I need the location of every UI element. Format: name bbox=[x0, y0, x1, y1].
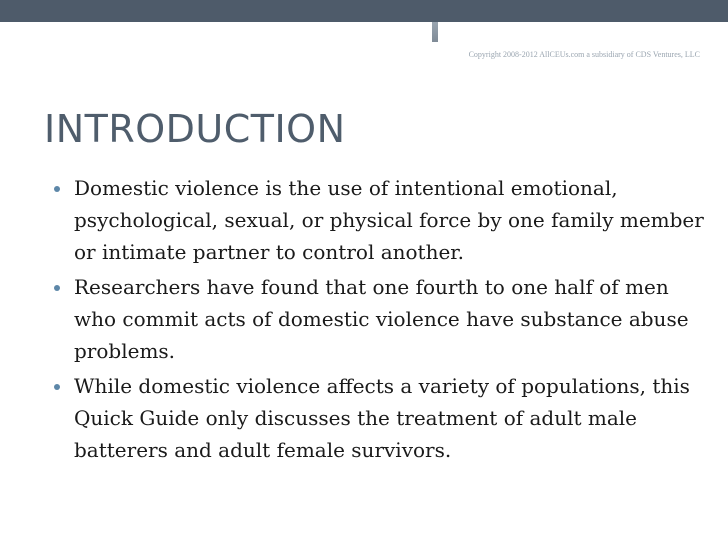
bullet-text: Domestic violence is the use of intentional emotional, psychological, sexual, or physical force by one family member or intimate partner to control another. bbox=[74, 176, 704, 264]
bullet-dot-icon bbox=[54, 186, 60, 192]
bullet-list bbox=[54, 172, 704, 469]
copyright-notice: Copyright 2008-2012 AllCEUs.com a subsidiary of CDS Ventures, LLC bbox=[468, 50, 700, 59]
header-accent-cutout bbox=[438, 22, 728, 42]
bullet-text: While domestic violence affects a variety of populations, this Quick Guide only discusses the treatment of adult male batterers and adult female survivors. bbox=[74, 374, 690, 462]
header-accent-tab bbox=[432, 22, 728, 42]
bullet-item bbox=[54, 172, 704, 268]
slide-title: INTRODUCTION bbox=[44, 107, 346, 151]
header-band bbox=[0, 0, 728, 22]
bullet-item bbox=[54, 370, 704, 466]
bullet-item bbox=[54, 271, 704, 367]
bullet-text: Researchers have found that one fourth to one half of men who commit acts of domestic violence have substance abuse problems. bbox=[74, 275, 689, 363]
bullet-dot-icon bbox=[54, 285, 60, 291]
bullet-dot-icon bbox=[54, 384, 60, 390]
